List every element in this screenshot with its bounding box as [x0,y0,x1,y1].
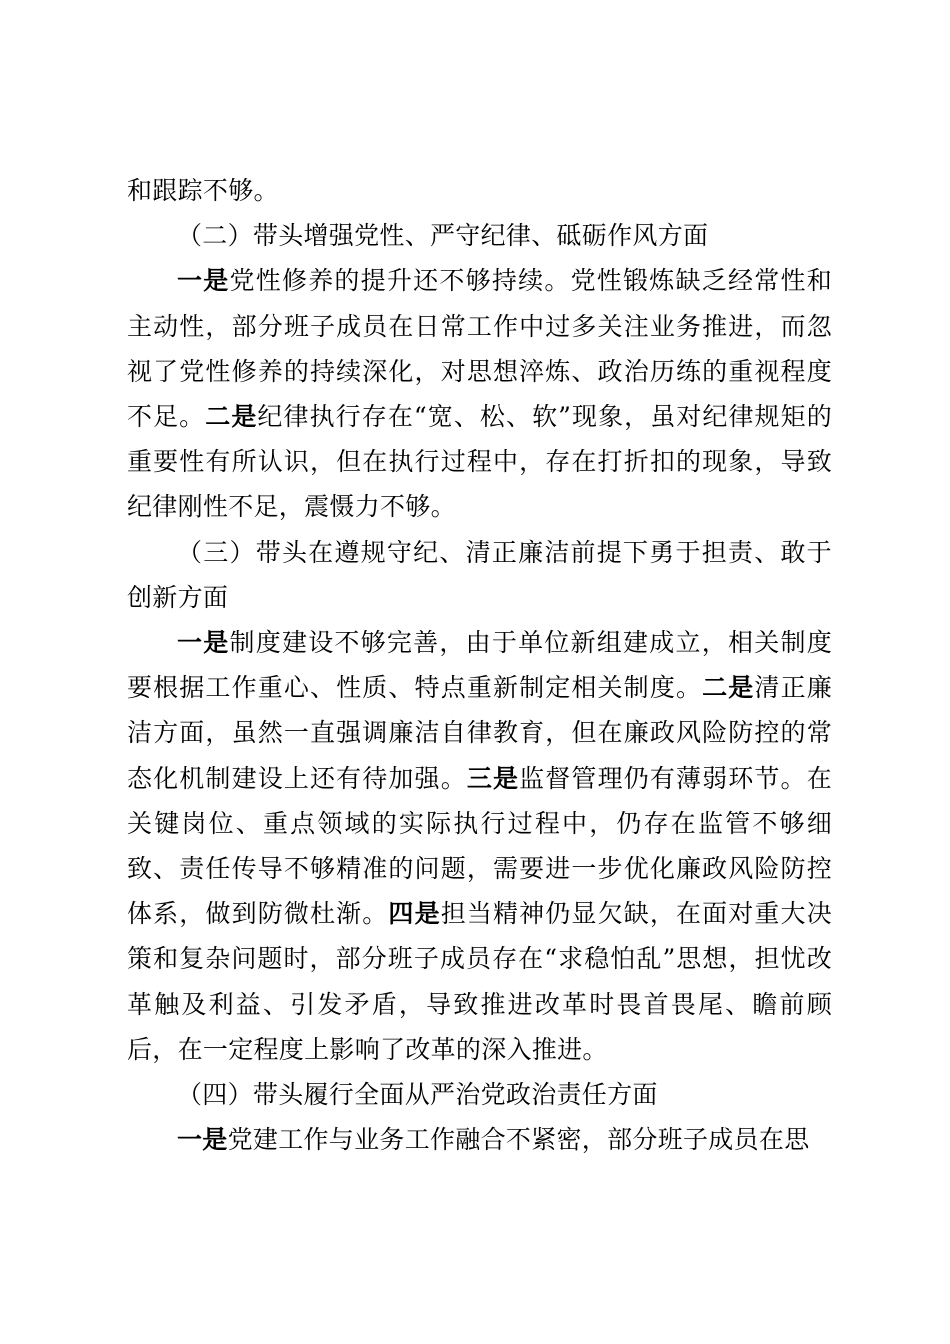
paragraph-text: 制度建设不够完善，由于单位新组建成立，相关制度要根据工作重心、性质、特点重新制定相关制度。 [127,628,832,703]
paragraph-text: 纪律执行存在“宽、松、软”现象，虽对纪律规矩的重要性有所认识，但在执行过程中，存在打折扣的现象，导致纪律刚性不足，震慑力不够。 [127,402,833,522]
section-heading-3 [127,530,832,620]
lead-marker: 一是 [177,628,230,658]
document-body [127,168,832,1162]
paragraph-text: 党性修养的提升还不够持续。党性锻炼缺乏经常性和主动性，部分班子成员在日常工作中过多关注业务推进，而忽视了党性修养的持续深化，对思想淬炼、政治历练的重视程度不足。 [127,266,832,432]
heading-text: （四）带头履行全面从严治党政治责任方面 [177,1080,658,1110]
paragraph-section-2 [127,258,832,529]
paragraph-continuation [127,168,832,213]
paragraph-section-3 [127,620,832,1072]
section-heading-4 [127,1072,832,1117]
lead-marker: 二是 [702,673,755,703]
lead-marker: 一是 [177,266,230,296]
heading-text: （三）带头在遵规守纪、清正廉洁前提下勇于担责、敢于创新方面 [127,537,832,612]
lead-marker: 四是 [388,899,441,929]
paragraph-section-4 [127,1117,832,1162]
heading-text: （二）带头增强党性、严守纪律、砥砺作风方面 [177,221,709,251]
section-heading-2 [127,213,832,258]
paragraph-text: 和跟踪不够。 [127,176,279,205]
lead-marker: 二是 [205,402,258,432]
paragraph-text: 监督管理仍有薄弱环节。在关键岗位、重点领域的实际执行过程中，仍存在监管不够细致、责任传导不够精准的问题，需要进一步优化廉政风险防控体系，做到防微杜渐。 [127,763,832,929]
lead-marker: 一是 [177,1125,228,1155]
lead-marker: 三是 [466,763,520,793]
paragraph-text: 党建工作与业务工作融合不紧密，部分班子成员在思 [227,1125,810,1155]
paragraph-text: 清正廉洁方面，虽然一直强调廉洁自律教育，但在廉政风险防控的常态化机制建设上还有待加强。 [127,673,833,793]
paragraph-text: 担当精神仍显欠缺，在面对重大决策和复杂问题时，部分班子成员存在“求稳怕乱”思想，担忧改革触及利益、引发矛盾，导致推进改革时畏首畏尾、瞻前顾后，在一定程度上影响了改革的深入推进。 [127,899,832,1064]
